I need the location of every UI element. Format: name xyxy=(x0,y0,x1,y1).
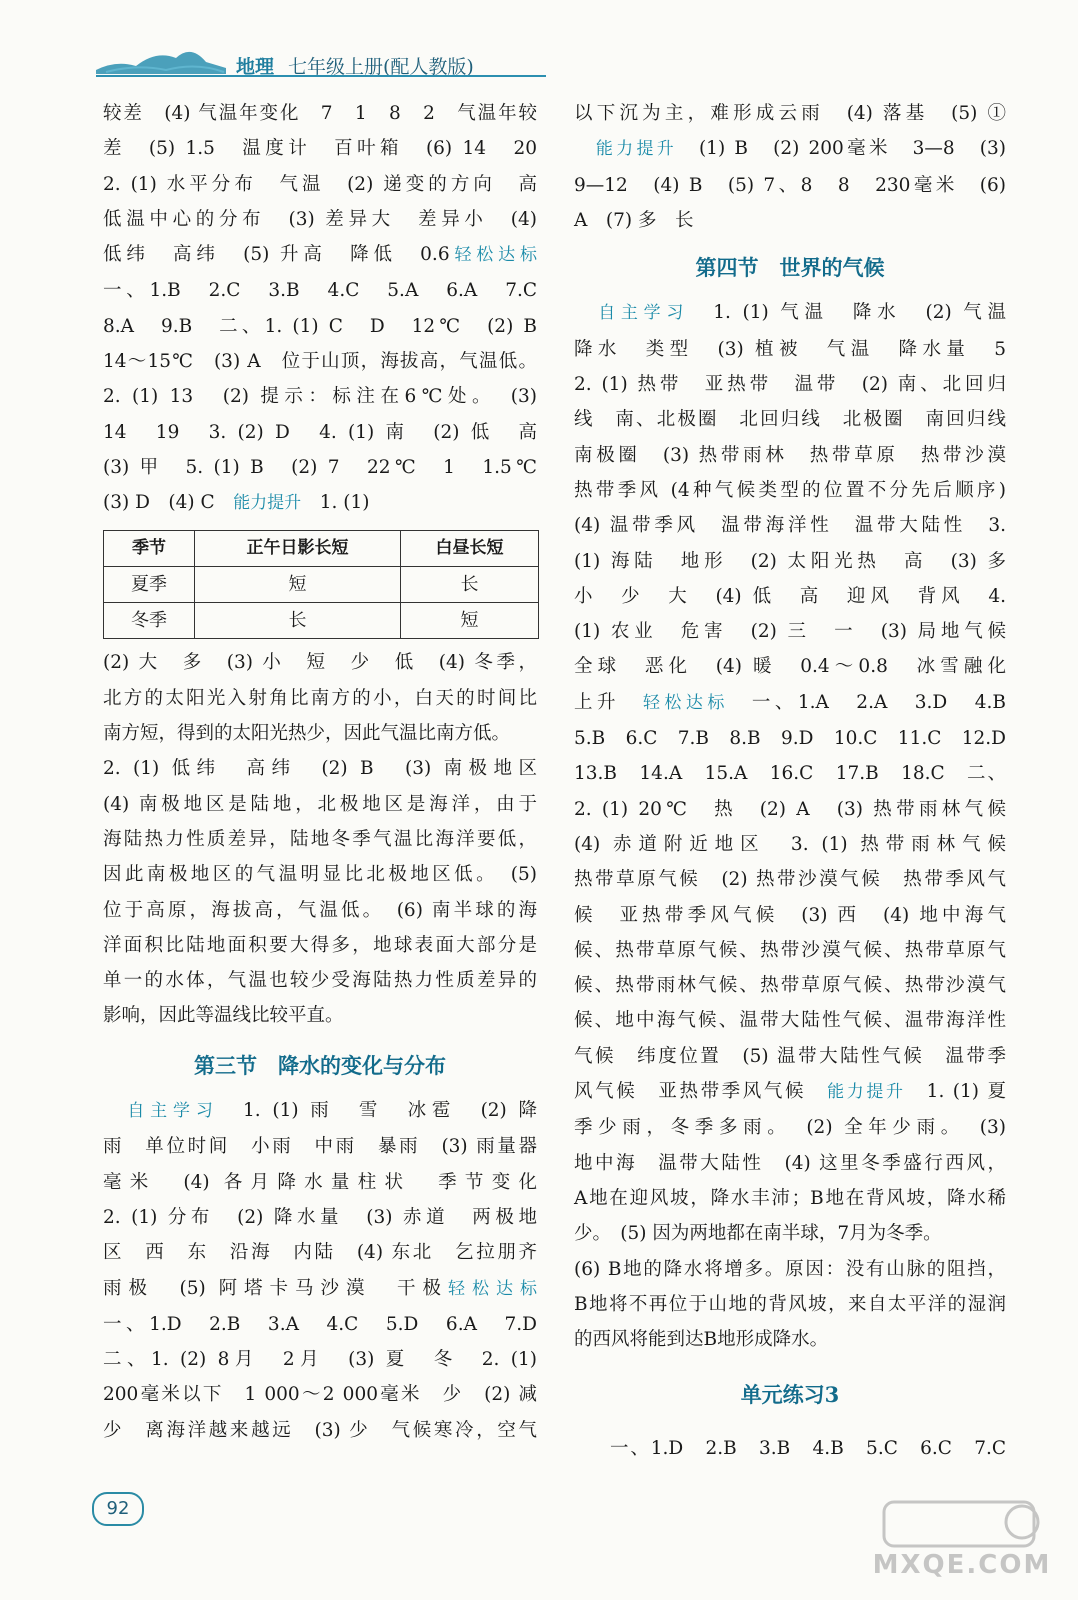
text-line: 影响，因此等温线比较平直。 xyxy=(103,1005,344,1027)
text-line: 因此南极地区的气温明显比北极地区低。 (5) xyxy=(103,864,537,886)
text-line: 候、热带草原气候、热带沙漠气候、热带草原气 xyxy=(574,939,1006,961)
text-line: 5.B 6.C 7.B 8.B 9.D 10.C 11.C 12.D xyxy=(574,728,1006,750)
text-line: 少 离海洋越来越远 (3) 少 气候寒冷，空气 xyxy=(103,1419,537,1441)
text-line: 一、1.D 2.B 3.B 4.B 5.C 6.C 7.C xyxy=(610,1437,1006,1459)
text-line xyxy=(574,685,1006,721)
text-line: 2. (1) 20℃ 热 (2) A (3) 热带雨林气候 xyxy=(574,798,1006,820)
section-tag: 能力提升 xyxy=(595,139,678,160)
table-cell: 短 xyxy=(195,566,401,602)
section-tag: 自主学习 xyxy=(127,1101,219,1122)
text-span: 1. (1) 气温 降水 (2) 气温 xyxy=(713,302,1006,324)
text-span: 上升 xyxy=(574,691,620,713)
table-row xyxy=(104,566,539,602)
text-span: 雨极 (5) 阿塔卡马沙漠 干极 xyxy=(103,1277,449,1299)
header-subject: 地理 xyxy=(236,56,275,78)
table-header: 白昼长短 xyxy=(401,530,539,566)
table-header-row xyxy=(104,530,539,566)
text-line: 较差 (4) 气温年变化 7 1 8 2 气温年较 xyxy=(103,103,537,124)
text-line: 一、1.B 2.C 3.B 4.C 5.A 6.A 7.C xyxy=(103,280,537,302)
text-line: 位于高原，海拔高，气温低。 (6) 南半球的海 xyxy=(103,899,537,921)
text-span: (1) B (2) 200毫米 3—8 (3) xyxy=(698,138,1006,160)
text-line: 海陆热力性质差异，陆地冬季气温比海洋要低， xyxy=(103,828,537,850)
table-cell: 长 xyxy=(401,566,539,602)
text-line xyxy=(574,295,1006,331)
text-line: 低温中心的分布 (3) 差异大 差异小 (4) xyxy=(103,208,537,230)
text-line: 南极圈 (3) 热带雨林 热带草原 热带沙漠 xyxy=(574,444,1006,466)
text-span: 1. (1) 夏 xyxy=(926,1081,1006,1103)
text-line: (6) B地的降水将增多。原因：没有山脉的阻挡， xyxy=(574,1258,1006,1280)
text-line: A地在迎风坡，降水丰沛；B地在背风坡，降水稀 xyxy=(574,1187,1006,1209)
text-line: B地将不再位于山地的背风坡，来自太平洋的湿润 xyxy=(574,1293,1006,1315)
text-line: 2. (1) 分布 (2) 降水量 (3) 赤道 两极地 xyxy=(103,1206,537,1228)
text-line: 9—12 (4) B (5) 7、8 8 230毫米 (6) xyxy=(574,174,1006,196)
text-line: 单一的水体，气温也较少受海陆热力性质差异的 xyxy=(103,970,537,992)
season-table xyxy=(103,530,539,640)
watermark-logo-icon xyxy=(872,1494,1052,1554)
text-line: 洋面积比陆地面积要大得多，地球表面大部分是 xyxy=(103,934,537,956)
text-line: (1) 海陆 地形 (2) 太阳光热 高 (3) 多 xyxy=(574,550,1006,572)
text-line: 2. (1) 水平分布 气温 (2) 递变的方向 高 xyxy=(103,173,537,195)
text-line: 候、地中海气候、温带大陆性气候、温带海洋性 xyxy=(574,1010,1006,1032)
text-span: 低纬 高纬 (5) 升高 降低 0.6 xyxy=(103,244,450,266)
section-tag: 轻松达标 xyxy=(642,692,729,713)
text-line: 降水 类型 (3) 植被 气温 降水量 5 xyxy=(574,338,1006,360)
text-span: 1. (1) 雨 雪 冰雹 (2) 降 xyxy=(243,1100,537,1122)
section-tag: 能力提升 xyxy=(233,493,302,514)
text-line: 200毫米以下 1 000～2 000毫米 少 (2) 减 xyxy=(103,1384,537,1406)
text-line: 雨 单位时间 小雨 中雨 暴雨 (3) 雨量器 xyxy=(103,1136,537,1158)
table-header: 季节 xyxy=(104,530,195,566)
section-tag: 轻松达标 xyxy=(448,1278,537,1299)
text-line: 一、1.D 2.B 3.A 4.C 5.D 6.A 7.D xyxy=(103,1313,537,1335)
table-cell: 长 xyxy=(195,603,401,639)
header-book: 七年级上册(配人教版) xyxy=(288,56,474,78)
text-line xyxy=(103,1271,537,1307)
text-line: 2. (1) 热带 亚热带 温带 (2) 南、北回归 xyxy=(574,374,1006,396)
text-span: (3) D (4) C xyxy=(103,492,215,514)
text-line xyxy=(574,131,1006,167)
text-line: (4) 温带季风 温带海洋性 温带大陆性 3. xyxy=(574,515,1006,537)
text-line xyxy=(103,237,537,273)
table-row xyxy=(104,603,539,639)
table-header: 正午日影长短 xyxy=(195,530,401,566)
text-span: 1. (1) xyxy=(319,492,370,514)
section-tag: 轻松达标 xyxy=(449,245,538,266)
text-line: (2) 大 多 (3) 小 短 少 低 (4) 冬季， xyxy=(103,652,537,674)
text-line: 8.A 9.B 二、1. (1) C D 12℃ (2) B xyxy=(103,315,537,337)
text-line xyxy=(103,1093,537,1129)
text-line: 线 南、北极圈 北回归线 北极圈 南回归线 xyxy=(574,409,1006,431)
text-line: 地中海 温带大陆性 (4) 这里冬季盛行西风， xyxy=(574,1152,1006,1174)
text-line: 全球 恶化 (4) 暖 0.4～0.8 冰雪融化 xyxy=(574,656,1006,678)
left-column xyxy=(103,96,537,1448)
text-line: (4) 南极地区是陆地，北极地区是海洋，由于 xyxy=(103,793,537,815)
text-span: 一、1.A 2.A 3.D 4.B xyxy=(751,691,1006,713)
text-line xyxy=(103,485,537,521)
text-line: 候 亚热带季风气候 (3) 西 (4) 地中海气 xyxy=(574,904,1006,926)
page-header xyxy=(96,40,536,82)
text-line: 气候 纬度位置 (5) 温带大陆性气候 温带季 xyxy=(574,1045,1006,1067)
text-line: 区 西 东 沿海 内陆 (4) 东北 乞拉朋齐 xyxy=(103,1242,537,1264)
text-line: 热带草原气候 (2) 热带沙漠气候 热带季风气 xyxy=(574,869,1006,891)
text-line: 季少雨，冬季多雨。 (2) 全年少雨。 (3) xyxy=(574,1117,1006,1139)
text-line: 南方短，得到的太阳光热少，因此气温比南方低。 xyxy=(103,723,511,745)
header-underline xyxy=(226,74,546,80)
table-cell: 夏季 xyxy=(104,566,195,602)
text-line: (1) 农业 危害 (2) 三 一 (3) 局地气候 xyxy=(574,621,1006,643)
table-cell: 短 xyxy=(401,603,539,639)
text-line: 小 少 大 (4) 低 高 迎风 背风 4. xyxy=(574,585,1006,607)
text-line: (4) 赤道附近地区 3. (1) 热带雨林气候 xyxy=(574,833,1006,855)
wave-logo-icon xyxy=(96,40,226,80)
watermark-text: MXQE.COM xyxy=(872,1550,1052,1580)
text-line: 少。 (5) 因为两地都在南半球，7月为冬季。 xyxy=(574,1223,942,1245)
text-line: 14 19 3. (2) D 4. (1) 南 (2) 低 高 xyxy=(103,421,537,443)
watermark xyxy=(872,1494,1052,1584)
text-line: 二、1. (2) 8月 2月 (3) 夏 冬 2. (1) xyxy=(103,1349,537,1371)
section-title: 第四节 世界的气候 xyxy=(695,255,885,281)
text-line: 13.B 14.A 15.A 16.C 17.B 18.C 二、 xyxy=(574,763,1006,785)
text-line: 14～15℃ (3) A 位于山顶，海拔高，气温低。 xyxy=(103,351,537,373)
text-line xyxy=(574,1074,1006,1110)
text-line: 差 (5) 1.5 温度计 百叶箱 (6) 14 20 xyxy=(103,138,537,160)
text-span: 风气候 亚热带季风气候 xyxy=(574,1081,807,1103)
text-line: 热带季风 (4种气候类型的位置不分先后顺序) xyxy=(574,479,1006,501)
text-line: 2. (1) 13 (2) 提示：标注在6℃处。 (3) xyxy=(103,386,537,408)
section-tag: 自主学习 xyxy=(598,303,690,324)
text-line: (3) 甲 5. (1) B (2) 7 22℃ 1 1.5℃ xyxy=(103,456,537,478)
right-column xyxy=(574,96,1006,1466)
text-line: 毫米 (4) 各月降水量柱状 季节变化 xyxy=(103,1171,537,1193)
table-cell: 冬季 xyxy=(104,603,195,639)
text-line: A (7) 多 长 xyxy=(574,209,694,231)
page-number: 92 xyxy=(92,1492,144,1526)
text-line: 以下沉为主，难形成云雨 (4) 落基 (5) ① xyxy=(574,103,1006,124)
section-tag: 能力提升 xyxy=(827,1082,906,1103)
section-title: 单元练习3 xyxy=(740,1382,840,1408)
section-title: 第三节 降水的变化与分布 xyxy=(194,1052,446,1078)
text-line: 2. (1) 低纬 高纬 (2) B (3) 南极地区 xyxy=(103,758,537,780)
text-line: 北方的太阳光入射角比南方的小，白天的时间比 xyxy=(103,687,537,709)
text-line: 的西风将能到达B地形成降水。 xyxy=(574,1329,829,1351)
text-line: 候、热带雨林气候、热带草原气候、热带沙漠气 xyxy=(574,975,1006,997)
